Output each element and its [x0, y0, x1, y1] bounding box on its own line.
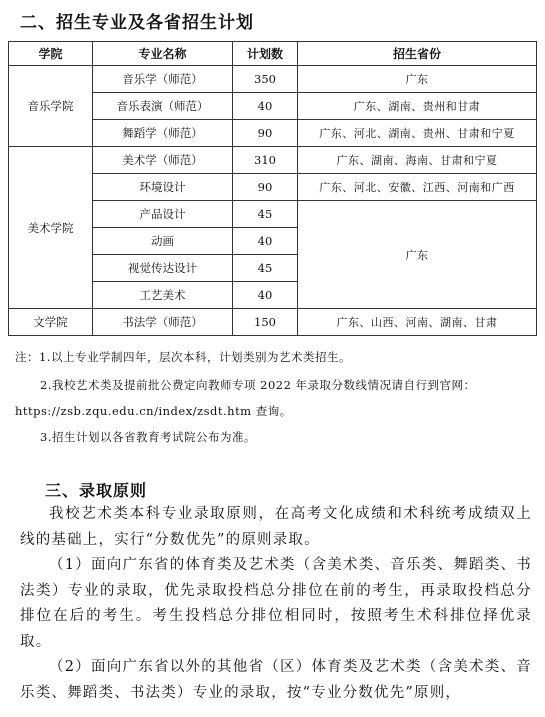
table-row: [9, 147, 537, 174]
table-row: [9, 309, 537, 336]
plan-cell: 90: [233, 120, 298, 147]
major-cell: 舞蹈学（师范）: [93, 120, 233, 147]
major-cell: 工艺美术: [93, 282, 233, 309]
major-cell: 产品设计: [93, 201, 233, 228]
major-cell: 视觉传达设计: [93, 255, 233, 282]
provinces-cell: 广东、山西、河南、湖南、甘肃: [298, 309, 537, 336]
admission-paragraph-1: 我校艺术类本科专业录取原则，在高考文化成绩和术科统考成绩双上线的基础上，实行“分数优先”的原则录取。: [20, 506, 532, 548]
section-3-title: 三、录取原则: [45, 481, 148, 500]
note-2: 2.我校艺术类及提前批公费定向教师专项 2022 年录取分数线情况请自行到官网：: [40, 378, 476, 392]
college-cell: 音乐学院: [9, 66, 93, 147]
plan-cell: 90: [233, 174, 298, 201]
header-provinces: 招生省份: [298, 42, 537, 66]
plan-cell: 150: [233, 309, 298, 336]
major-cell: 音乐学（师范）: [93, 66, 233, 93]
plan-cell: 45: [233, 255, 298, 282]
major-cell: 美术学（师范）: [93, 147, 233, 174]
note-2-link: https://zsb.zqu.edu.cn/index/zsdt.htm 查询。: [15, 404, 292, 418]
provinces-cell: 广东、河北、湖南、贵州、甘肃和宁夏: [298, 120, 537, 147]
header-college: 学院: [9, 42, 93, 66]
major-cell: 书法学（师范）: [93, 309, 233, 336]
plan-cell: 40: [233, 228, 298, 255]
note-3: 3.招生计划以各省教育考试院公布为准。: [40, 430, 256, 444]
table-row: [9, 66, 537, 93]
admission-paragraph-2: （1）面向广东省的体育类及艺术类（含美术类、音乐类、舞蹈类、书法类）专业的录取，优先录取投档总分排位在前的考生，再录取投档总分排位在后的考生。考生投档总分排位相同时，按照考生术科排位择优录取。: [20, 557, 532, 650]
enrollment-plan-table: [8, 41, 537, 336]
plan-cell: 45: [233, 201, 298, 228]
major-cell: 环境设计: [93, 174, 233, 201]
provinces-cell: 广东、湖南、海南、甘肃和宁夏: [298, 147, 537, 174]
plan-cell: 310: [233, 147, 298, 174]
plan-cell: 40: [233, 93, 298, 120]
plan-cell: 350: [233, 66, 298, 93]
header-plan: 计划数: [233, 42, 298, 66]
major-cell: 音乐表演（师范）: [93, 93, 233, 120]
major-cell: 动画: [93, 228, 233, 255]
section-2-title: 二、招生专业及各省招生计划: [20, 13, 254, 33]
provinces-cell: 广东、河北、安徽、江西、河南和广西: [298, 174, 537, 201]
admission-paragraph-3: （2）面向广东省以外的其他省（区）体育类及艺术类（含美术类、音乐类、舞蹈类、书法类）专业的录取，按“专业分数优先”原则，: [20, 659, 532, 701]
table-header-row: [9, 42, 537, 66]
college-cell: 文学院: [9, 309, 93, 336]
note-1: 注：1.以上专业学制四年，层次本科，计划类别为艺术类招生。: [15, 350, 351, 364]
provinces-cell: 广东: [298, 201, 537, 309]
plan-cell: 40: [233, 282, 298, 309]
provinces-cell: 广东: [298, 66, 537, 93]
header-major: 专业名称: [93, 42, 233, 66]
college-cell: 美术学院: [9, 147, 93, 309]
provinces-cell: 广东、湖南、贵州和甘肃: [298, 93, 537, 120]
